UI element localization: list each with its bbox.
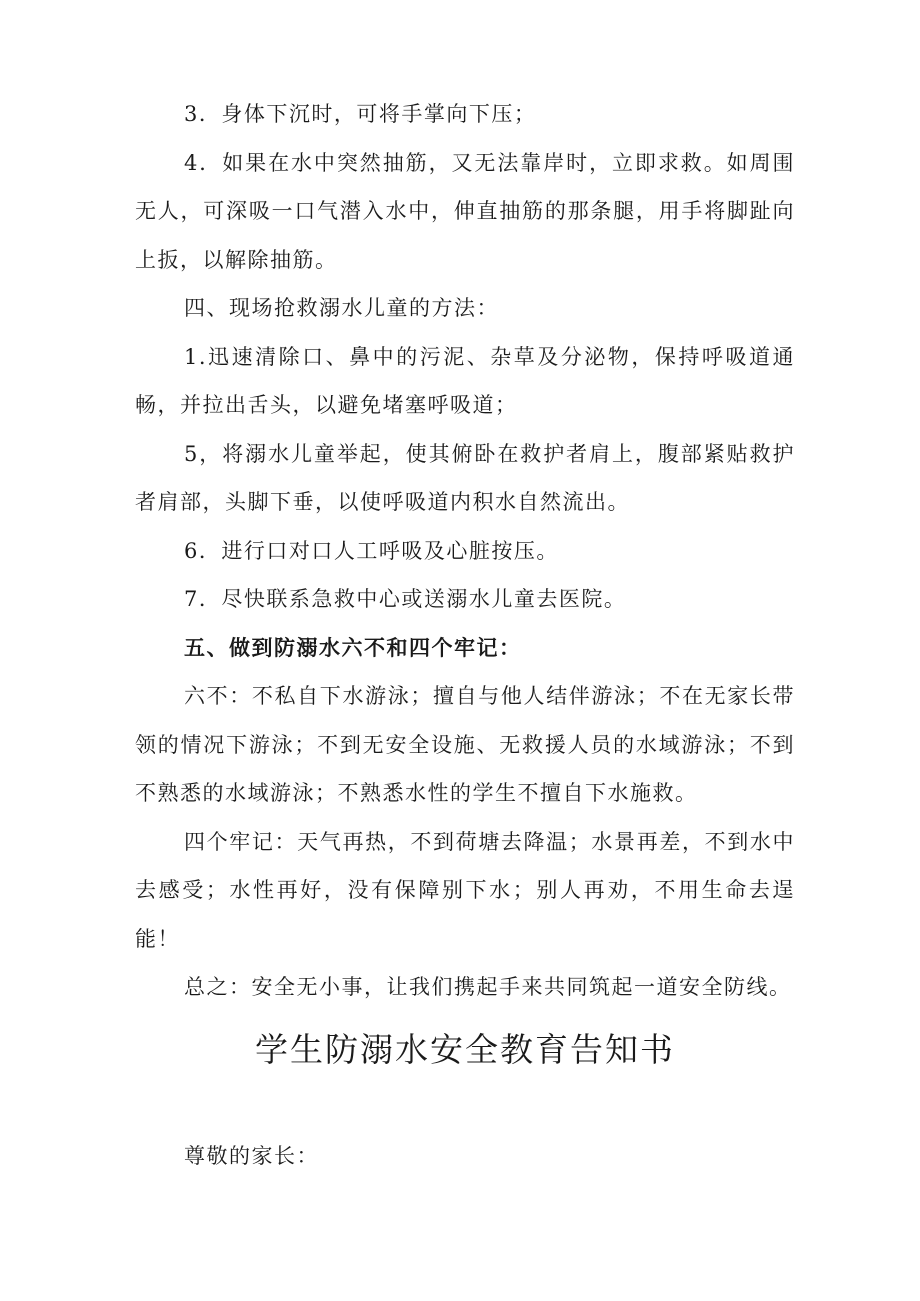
paragraph-summary: 总之：安全无小事，让我们携起手来共同筑起一道安全防线。 [184, 975, 792, 999]
section-heading-six-rules: 五、做到防溺水六不和四个牢记： [184, 635, 522, 660]
document-body [135, 90, 795, 1180]
paragraph-step-3: 3．身体下沉时，可将手掌向下压； [184, 102, 537, 126]
paragraph-rescue-7: 7．尽快联系急救中心或送溺水儿童去医院。 [184, 587, 627, 611]
paragraph-rescue-6: 6．进行口对口人工呼吸及心脏按压。 [184, 538, 559, 563]
paragraph-four-reminders: 四个牢记：天气再热，不到荷塘去降温；水景再差，不到水中去感受；水性再好，没有保障别下水；别人再劝，不用生命去逞能！ [135, 829, 795, 951]
paragraph-rescue-5: 5，将溺水儿童举起，使其俯卧在救护者肩上，腹部紧贴救护者肩部，头脚下垂，以使呼吸道内积水自然流出。 [135, 441, 795, 514]
section-heading-rescue: 四、现场抢救溺水儿童的方法： [184, 296, 499, 320]
paragraph-step-4: 4．如果在水中突然抽筋，又无法靠岸时，立即求救。如周围无人，可深吸一口气潜入水中，伸直抽筋的那条腿，用手将脚趾向上扳，以解除抽筋。 [135, 150, 795, 272]
paragraph-six-rules: 六不：不私自下水游泳；擅自与他人结伴游泳；不在无家长带领的情况下游泳；不到无安全设施、无救援人员的水域游泳；不到不熟悉的水域游泳；不熟悉水性的学生不擅自下水施救。 [135, 684, 795, 805]
greeting: 尊敬的家长： [184, 1143, 319, 1168]
document-title: 学生防溺水安全教育告知书 [255, 1029, 675, 1069]
paragraph-rescue-1: 1.迅速清除口、鼻中的污泥、杂草及分泌物，保持呼吸道通畅，并拉出舌头，以避免堵塞呼吸道； [135, 344, 795, 417]
